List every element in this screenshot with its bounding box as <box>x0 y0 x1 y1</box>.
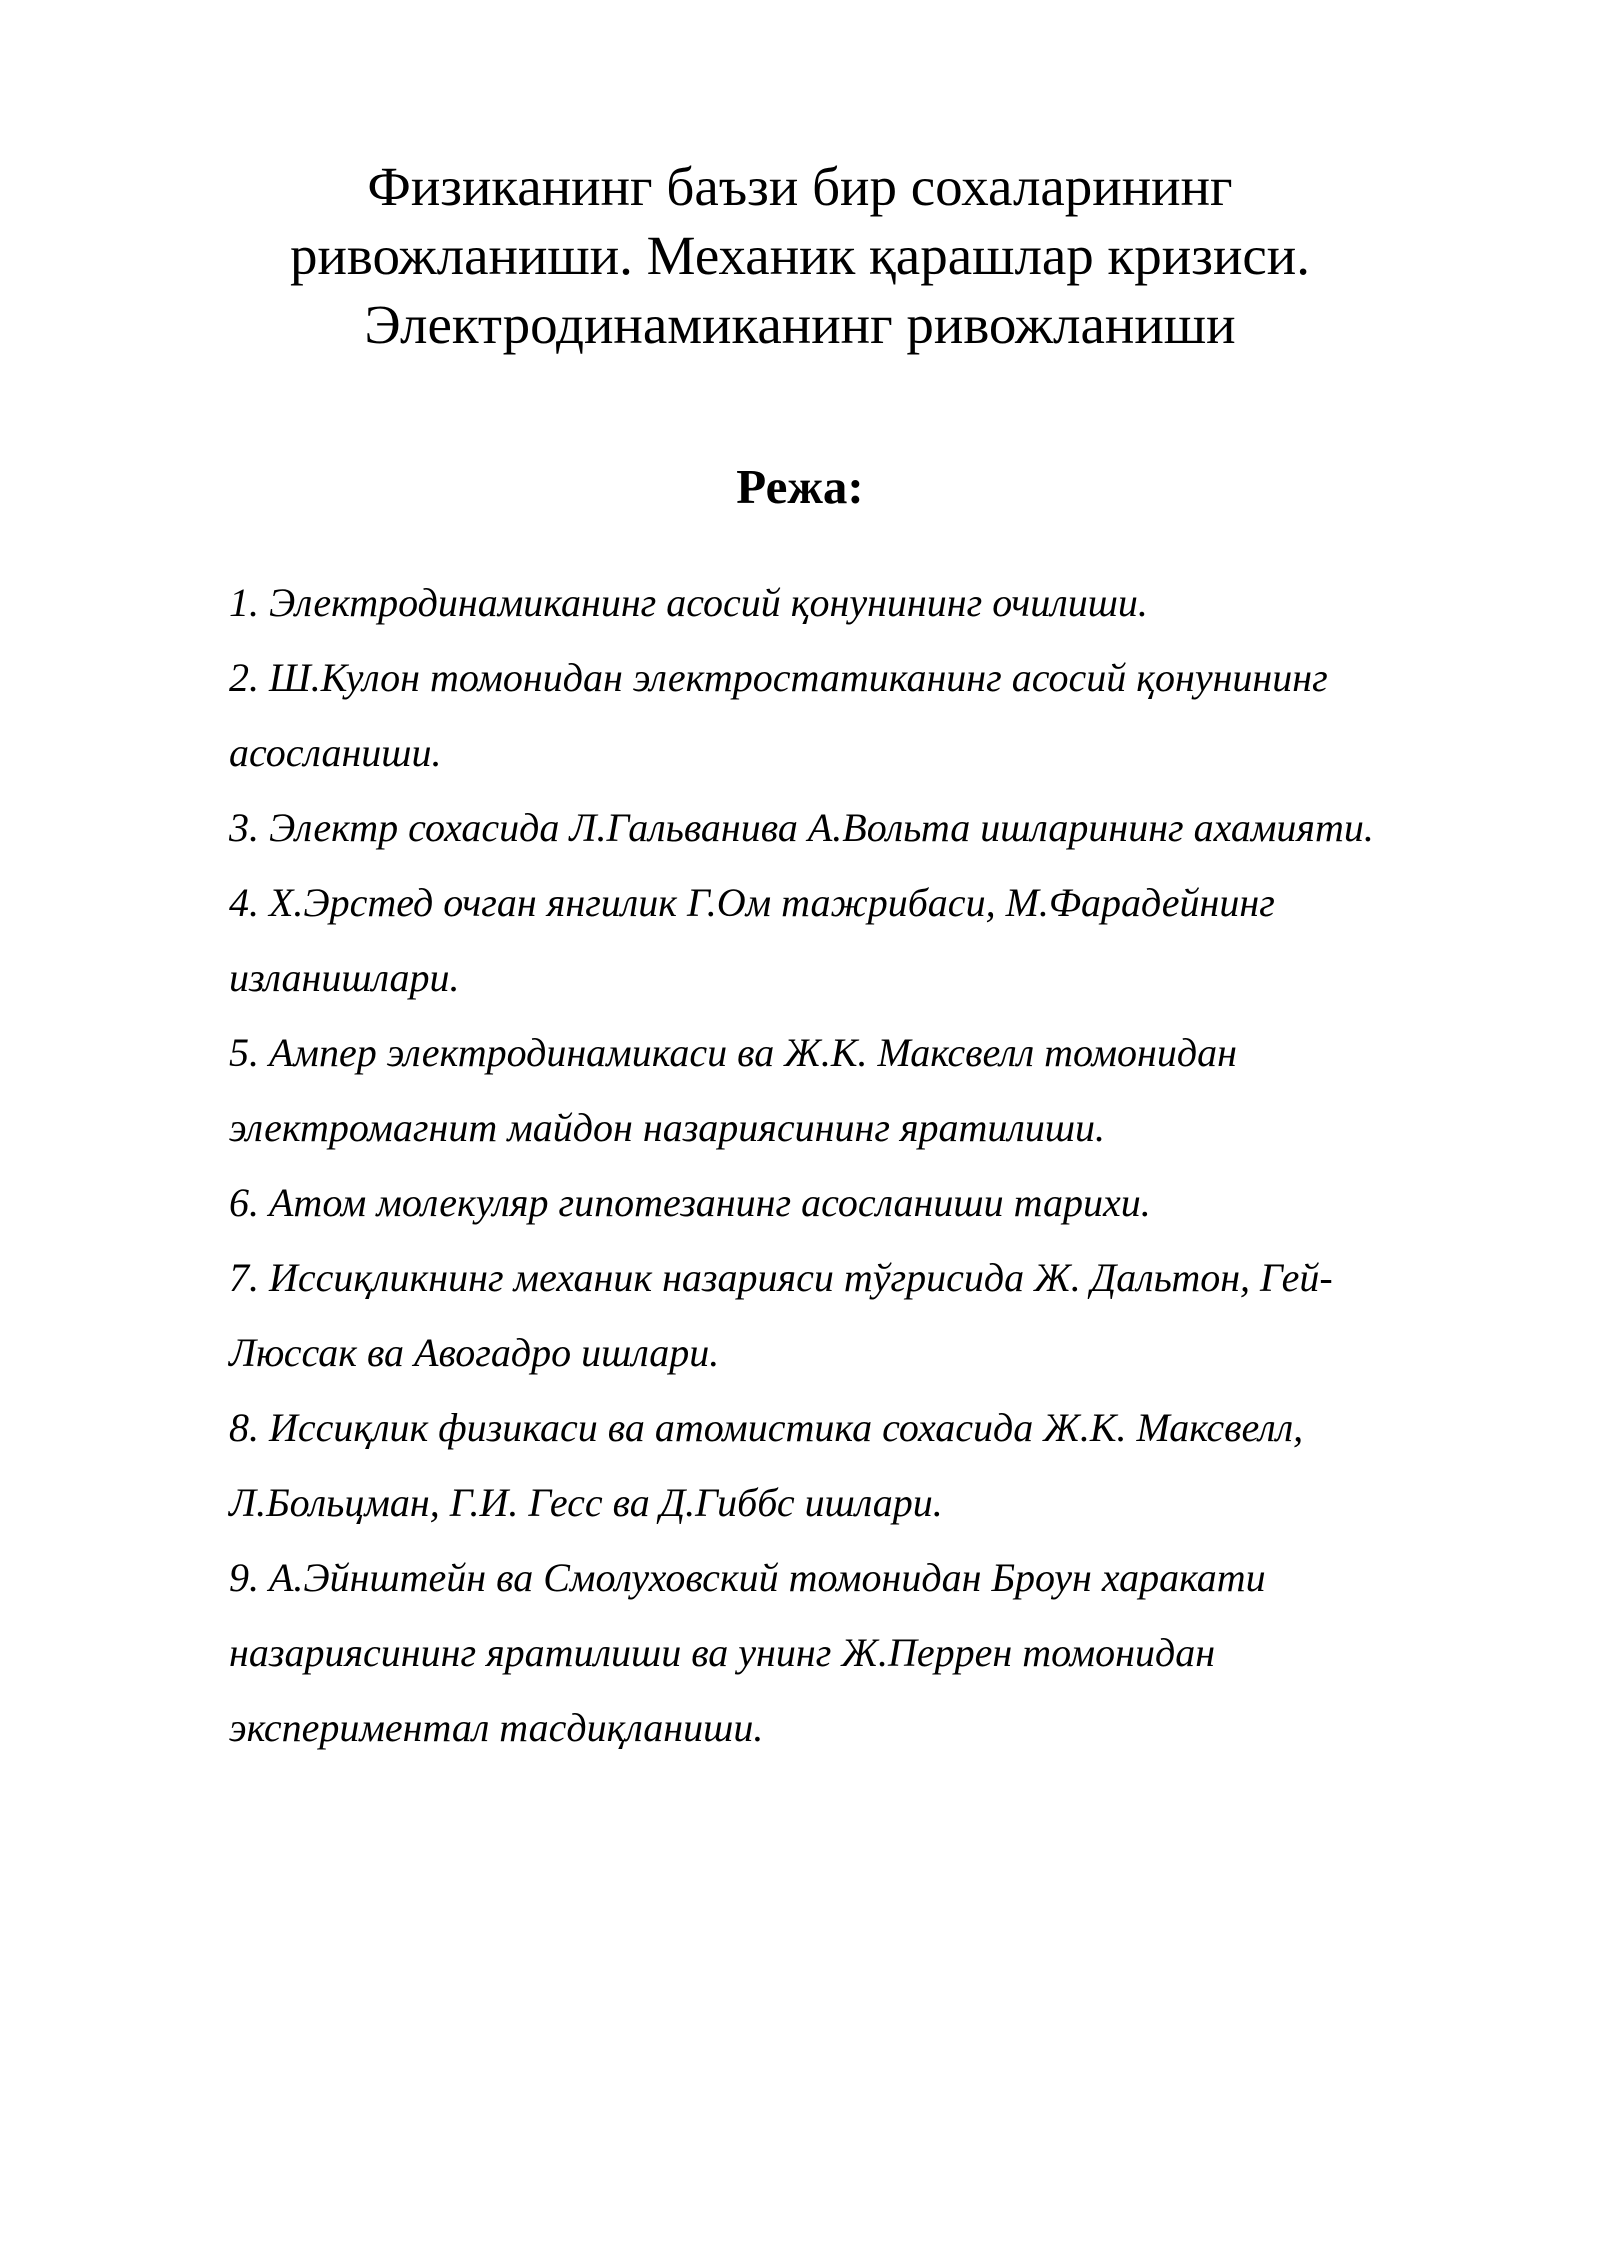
plan-item <box>229 640 1539 790</box>
plan-item-line: 5. Ампер электродинамикаси ва Ж.К. Максвелл томонидан <box>229 1030 1237 1075</box>
plan-item-line: 2. Ш.Кулон томонидан электростатиканинг асосий қонунининг <box>229 655 1328 700</box>
plan-item <box>229 1015 1539 1165</box>
document-title-line: Физиканинг баъзи бир сохаларининг <box>367 156 1233 217</box>
plan-item-line: 4. Х.Эрстед очган янгилик Г.Ом тажрибаси, М.Фарадейнинг <box>229 880 1275 925</box>
plan-item-line: 9. А.Эйнштейн ва Смолуховский томонидан Броун харакати <box>229 1555 1266 1600</box>
plan-item-line: Люссак ва Авогадро ишлари. <box>229 1330 720 1375</box>
plan-item-line: асосланиши. <box>229 730 442 775</box>
plan-item-line: электромагнит майдон назариясининг яратилиши. <box>229 1105 1106 1150</box>
plan-item <box>229 565 1539 640</box>
plan-item <box>229 1165 1539 1240</box>
plan-item <box>229 1540 1539 1765</box>
plan-item-line: 1. Электродинамиканинг асосий қонунининг очилиши. <box>229 580 1148 625</box>
document-title-line: Электродинамиканинг ривожланиши <box>364 294 1236 355</box>
plan-item-line: 3. Электр сохасида Л.Гальванива А.Вольта ишларининг ахамияти. <box>229 805 1374 850</box>
document-title <box>200 152 1400 359</box>
plan-item <box>229 1240 1539 1390</box>
plan-item-line: 6. Атом молекуляр гипотезанинг асосланиши тарихи. <box>229 1180 1151 1225</box>
plan-item <box>229 1390 1539 1540</box>
plan-item <box>229 865 1539 1015</box>
plan-heading: Режа: <box>736 459 864 514</box>
plan-item-line: экспериментал тасдиқланиши. <box>229 1705 764 1750</box>
document-title-line: ривожланиши. Механик қарашлар кризиси. <box>290 225 1310 286</box>
plan-item-line: 7. Иссиқликнинг механик назарияси тўгрисида Ж. Дальтон, Гей- <box>229 1255 1333 1300</box>
plan-item <box>229 790 1539 865</box>
plan-item-line: изланишлари. <box>229 955 460 1000</box>
plan-item-line: Л.Больцман, Г.И. Гесс ва Д.Гиббс ишлари. <box>229 1480 943 1525</box>
plan-list <box>229 565 1539 1765</box>
plan-item-line: назариясининг яратилиши ва унинг Ж.Перрен томонидан <box>229 1630 1216 1675</box>
plan-item-line: 8. Иссиқлик физикаси ва атомистика сохасида Ж.К. Максвелл, <box>229 1405 1304 1450</box>
